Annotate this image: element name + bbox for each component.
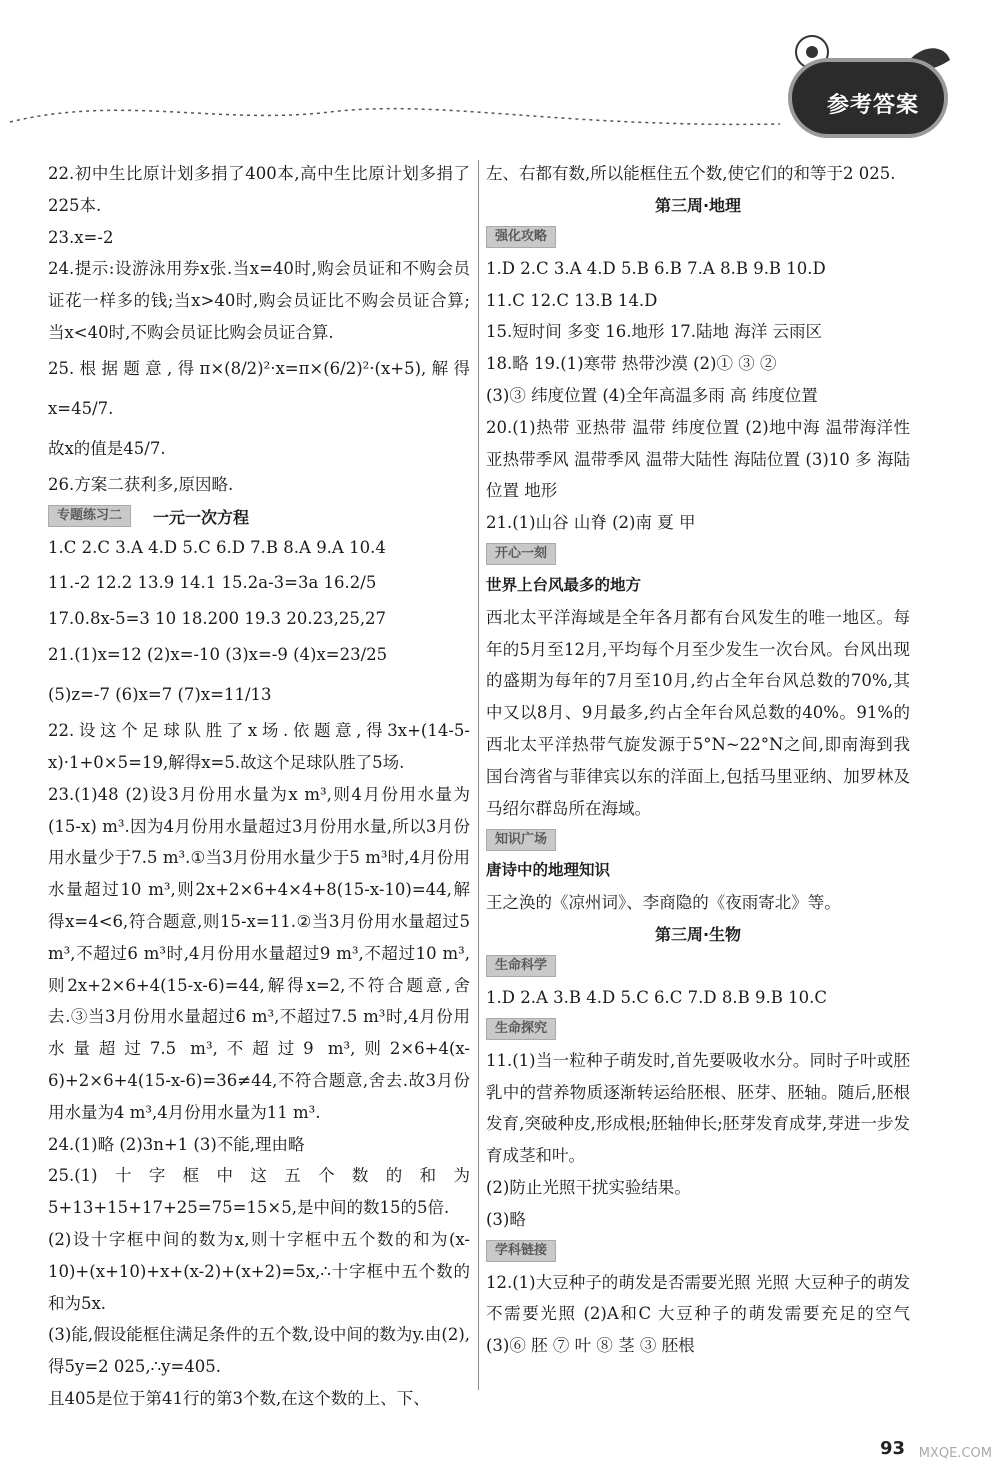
biology-tag-row-3	[486, 1236, 910, 1267]
answer-item: 23.x=-2	[48, 227, 114, 247]
answer-item: (2)防止光照干扰实验结果。	[486, 1177, 691, 1197]
knowledge-tag-row	[486, 824, 910, 855]
geography-tag: 强化攻略	[486, 226, 556, 248]
geography-title: 第三周·地理	[654, 195, 742, 215]
answer-item: 17.0.8x-5=3 10 18.200 19.3 20.23,25,27	[48, 609, 387, 629]
answer-item: 11.(1)当一粒种子萌发时,首先要吸收水分。同时子叶或胚乳中的营养物质逐渐转运给胚根、胚芽、胚轴。随后,胚根发育,突破种皮,形成根;胚轴伸长;胚芽发育成芽,芽进一步发育成茎和叶。	[486, 1050, 910, 1166]
left-column	[48, 158, 470, 1415]
section-tag: 专题练习二	[48, 505, 131, 527]
column-divider	[478, 160, 479, 1390]
reading-tag-row	[486, 539, 910, 570]
answer-item: (2)设十字框中间的数为x,则十字框中五个数的和为(x-10)+(x+10)+x+(x-2)+(x+2)=5x,∴十字框中五个数的和为5x.	[48, 1229, 470, 1313]
answer-item: 15.短时间 多变 16.地形 17.陆地 海洋 云雨区	[486, 322, 822, 342]
knowledge-text: 王之涣的《凉州词》、李商隐的《夜雨寄北》等。	[486, 893, 841, 913]
answer-item: (3)略	[486, 1209, 526, 1229]
answer-item: 21.(1)x=12 (2)x=-10 (3)x=-9 (4)x=23/25	[48, 645, 388, 665]
knowledge-title: 唐诗中的地理知识	[486, 861, 611, 880]
reading-tag: 开心一刻	[486, 543, 556, 565]
reading-text: 西北太平洋海域是全年各月都有台风发生的唯一地区。每年的5月至12月,平均每个月至少发生一次台风。台风出现的盛期为每年的7月至10月,约占全年台风总数的70%,其中又以8月、9月最多,约占全年台风总数的40%。91%的西北太平洋热带气旋发源于5°N~22°N之间,即南海到我国台湾省与菲律宾以东的洋面上,包括马里亚纳、加罗林及马绍尔群岛所在海域。	[486, 607, 910, 818]
reading-title: 世界上台风最多的地方	[486, 575, 642, 594]
section-header	[48, 501, 470, 532]
answer-item: 25.根据题意,得π×(8/2)²·x=π×(6/2)²·(x+5),解得x=45/7.	[48, 358, 470, 418]
answer-item: 22.设这个足球队胜了x场.依题意,得3x+(14-5-x)·1+0×5=19,解得x=5.故这个足球队胜了5场.	[48, 721, 470, 772]
biology-title: 第三周·生物	[654, 924, 742, 944]
answer-item: 1.D 2.A 3.B 4.D 5.C 6.C 7.D 8.B 9.B 10.C	[486, 987, 827, 1007]
answer-item: 11.C 12.C 13.B 14.D	[486, 290, 658, 310]
answers-badge-label: 参考答案	[826, 93, 919, 118]
answer-item: (3)能,假设能框住满足条件的五个数,设中间的数为y.由(2),得5y=2 025,∴y=405.	[48, 1325, 470, 1377]
answer-item: 24.(1)略 (2)3n+1 (3)不能,理由略	[48, 1134, 305, 1154]
right-column	[486, 158, 910, 1362]
watermark: MXQE.COM	[918, 1446, 992, 1461]
answer-item: 25.(1)十字框中这五个数的和为5+13+15+17+25=75=15×5,是中间的数15的5倍.	[48, 1166, 470, 1218]
answer-item: 11.-2 12.2 13.9 14.1 15.2a-3=3a 16.2/5	[48, 573, 377, 593]
answer-item: 24.提示:设游泳用券x张.当x=40时,购会员证和不购会员证花一样多的钱;当x>40时,购会员证比不购会员证合算;当x<40时,不购会员证比购会员证合算.	[48, 259, 470, 342]
answer-item: 21.(1)山谷 山脊 (2)南 夏 甲	[486, 513, 696, 533]
geography-tag-row	[486, 222, 910, 253]
biology-tag-row-2	[486, 1014, 910, 1045]
answer-item: 1.D 2.C 3.A 4.D 5.B 6.B 7.A 8.B 9.B 10.D	[486, 258, 826, 278]
answer-item: 23.(1)48 (2)设3月份用水量为x m³,则4月份用水量为(15-x) m³.因为4月份用水量超过3月份用水量,所以3月份用水量少于7.5 m³.①当3月份用水量少于5 m³时,4月份用水量超过10 m³,则2x+2×6+4×4+8(15-x-10)=44,解得x=4<6,符合题意,则15-x=11.②当3月份用水量超过5 m³,不超过6 m³时,4月份用水量超过9 m³,不超过10 m³,则2x+2×6+4(15-x-6)=44,解得x=2,不符合题意,舍去.③当3月份用水量超过6 m³,不超过7.5 m³时,4月份用水量超过7.5 m³,不超过9 m³,则2×6+4(x-6)+2×6+4(15-x-6)=36≠44,不符合题意,舍去.故3月份用水量为4 m³,4月份用水量为11 m³.	[48, 784, 470, 1122]
answer-item: 22.初中生比原计划多捐了400本,高中生比原计划多捐了225本.	[48, 164, 470, 215]
answer-item: 故x的值是45/7.	[48, 438, 166, 458]
answer-item: 18.略 19.(1)寒带 热带沙漠 (2)① ③ ②	[486, 354, 777, 374]
answer-item: 1.C 2.C 3.A 4.D 5.C 6.D 7.B 8.A 9.A 10.4	[48, 537, 386, 557]
biology-tag: 学科链接	[486, 1240, 556, 1262]
biology-tag: 生命科学	[486, 955, 556, 977]
page-number: 93	[880, 1438, 906, 1459]
answer-continuation: 左、右都有数,所以能框住五个数,使它们的和等于2 025.	[486, 164, 896, 183]
biology-tag-row-1	[486, 951, 910, 982]
answer-item: (5)z=-7 (6)x=7 (7)x=11/13	[48, 685, 272, 705]
biology-tag: 生命探究	[486, 1018, 556, 1040]
answer-item: (3)③ 纬度位置 (4)全年高温多雨 高 纬度位置	[486, 385, 818, 405]
answer-item: 12.(1)大豆种子的萌发是否需要光照 光照 大豆种子的萌发不需要光照 (2)A和C 大豆种子的萌发需要充足的空气 (3)⑥ 胚 ⑦ 叶 ⑧ 茎 ③ 胚根	[486, 1272, 910, 1356]
answer-item: 26.方案二获利多,原因略.	[48, 474, 234, 494]
answer-item: 且405是位于第41行的第3个数,在这个数的上、下、	[48, 1388, 430, 1408]
answer-item: 20.(1)热带 亚热带 温带 纬度位置 (2)地中海 温带海洋性 亚热带季风 温带季风 温带大陆性 海陆位置 (3)10 多 海陆位置 地形	[486, 417, 910, 501]
knowledge-tag: 知识广场	[486, 829, 556, 851]
section-title: 一元一次方程	[153, 507, 250, 527]
